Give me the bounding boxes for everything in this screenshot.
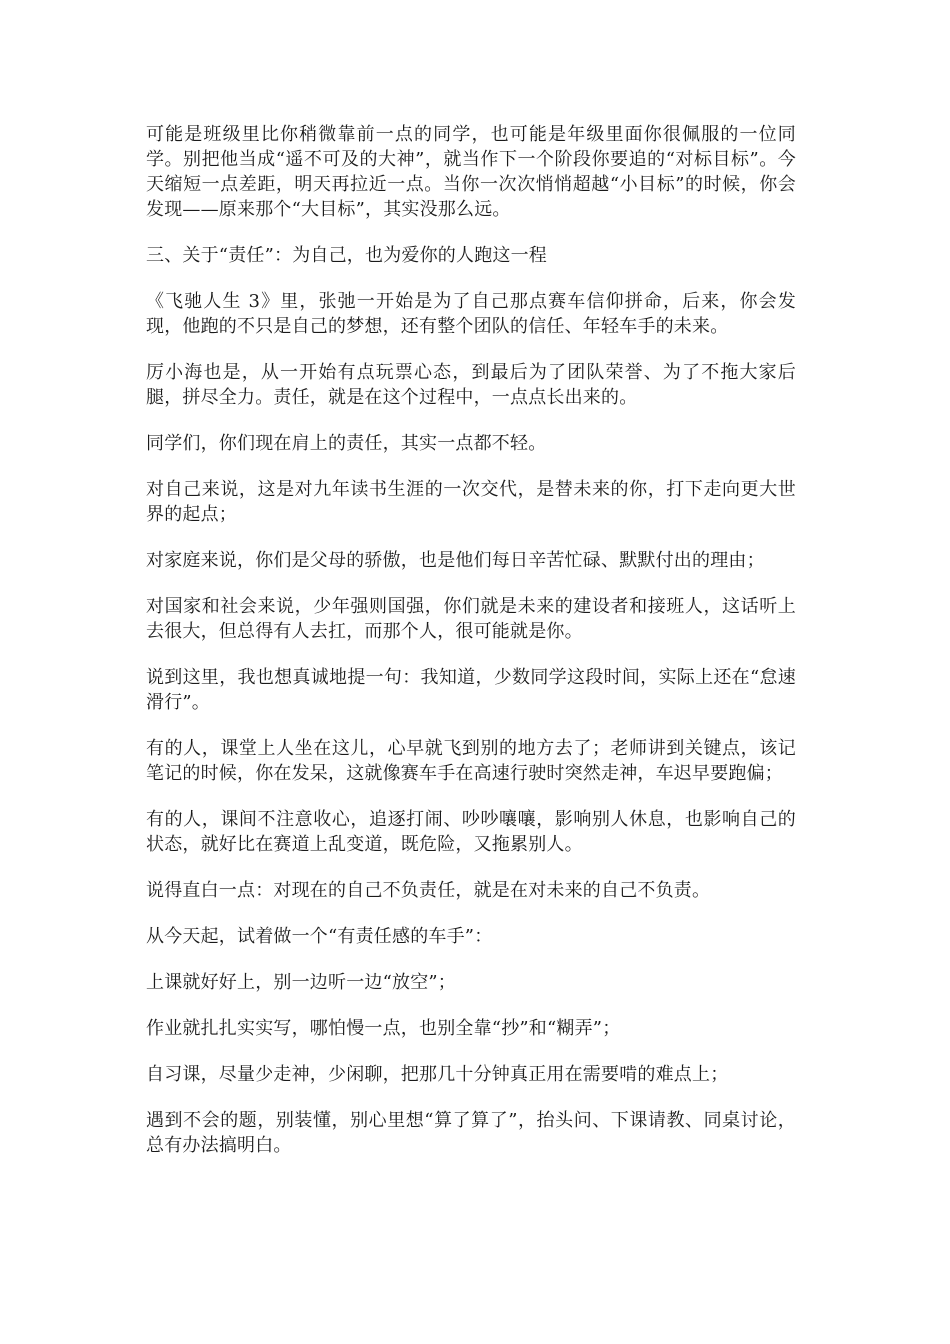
- paragraph-15: 作业就扎扎实实写，哪怕慢一点，也别全靠“抄”和“糊弄”；: [146, 1018, 621, 1039]
- paragraph-7: 对家庭来说，你们是父母的骄傲，也是他们每日辛苦忙碌、默默付出的理由；: [146, 550, 765, 571]
- paragraph-17: 遇到不会的题，别装懂，别心里想“算了算了”，抬头问、下课请教、同桌讨论，总有办法搞明白。: [146, 1110, 796, 1156]
- paragraph-9: 说到这里，我也想真诚地提一句：我知道，少数同学这段时间，实际上还在“怠速滑行”。: [146, 667, 796, 713]
- paragraph-11: 有的人，课间不注意收心，追逐打闹、吵吵嚷嚷，影响别人休息，也影响自己的状态，就好比在赛道上乱变道，既危险，又拖累别人。: [146, 809, 796, 855]
- paragraph-6: 对自己来说，这是对九年读书生涯的一次交代，是替未来的你，打下走向更大世界的起点；: [146, 479, 796, 525]
- paragraph-10: 有的人，课堂上人坐在这儿，心早就飞到别的地方去了；老师讲到关键点，该记笔记的时候，你在发呆，这就像赛车手在高速行驶时突然走神，车迟早要跑偏；: [146, 738, 796, 784]
- paragraph-3: 《飞驰人生 3》里，张弛一开始是为了自己那点赛车信仰拼命，后来，你会发现，他跑的不只是自己的梦想，还有整个团队的信任、年轻车手的未来。: [146, 291, 796, 337]
- document-body: [146, 122, 796, 1179]
- paragraph-14: 上课就好好上，别一边听一边“放空”；: [146, 972, 457, 993]
- paragraph-8: 对国家和社会来说，少年强则国强，你们就是未来的建设者和接班人，这话听上去很大，但总得有人去扛，而那个人，很可能就是你。: [146, 596, 796, 642]
- paragraph-16: 自习课，尽量少走神，少闲聊，把那几十分钟真正用在需要啃的难点上；: [146, 1064, 729, 1085]
- paragraph-13: 从今天起，试着做一个“有责任感的车手”：: [146, 926, 493, 947]
- paragraph-5: 同学们，你们现在肩上的责任，其实一点都不轻。: [146, 433, 547, 454]
- paragraph-1: 可能是班级里比你稍微靠前一点的同学，也可能是年级里面你很佩服的一位同学。别把他当成“遥不可及的大神”，就当作下一个阶段你要追的“对标目标”。今天缩短一点差距，明天再拉近一点。当你一次次悄悄超越“小目标”的时候，你会发现——原来那个“大目标”，其实没那么远。: [146, 124, 796, 220]
- paragraph-12: 说得直白一点：对现在的自己不负责任，就是在对未来的自己不负责。: [146, 880, 711, 901]
- paragraph-4: 厉小海也是，从一开始有点玩票心态，到最后为了团队荣誉、为了不拖大家后腿，拼尽全力。责任，就是在这个过程中，一点点长出来的。: [146, 362, 796, 408]
- section-heading-responsibility: 三、关于“责任”：为自己，也为爱你的人跑这一程: [146, 245, 548, 266]
